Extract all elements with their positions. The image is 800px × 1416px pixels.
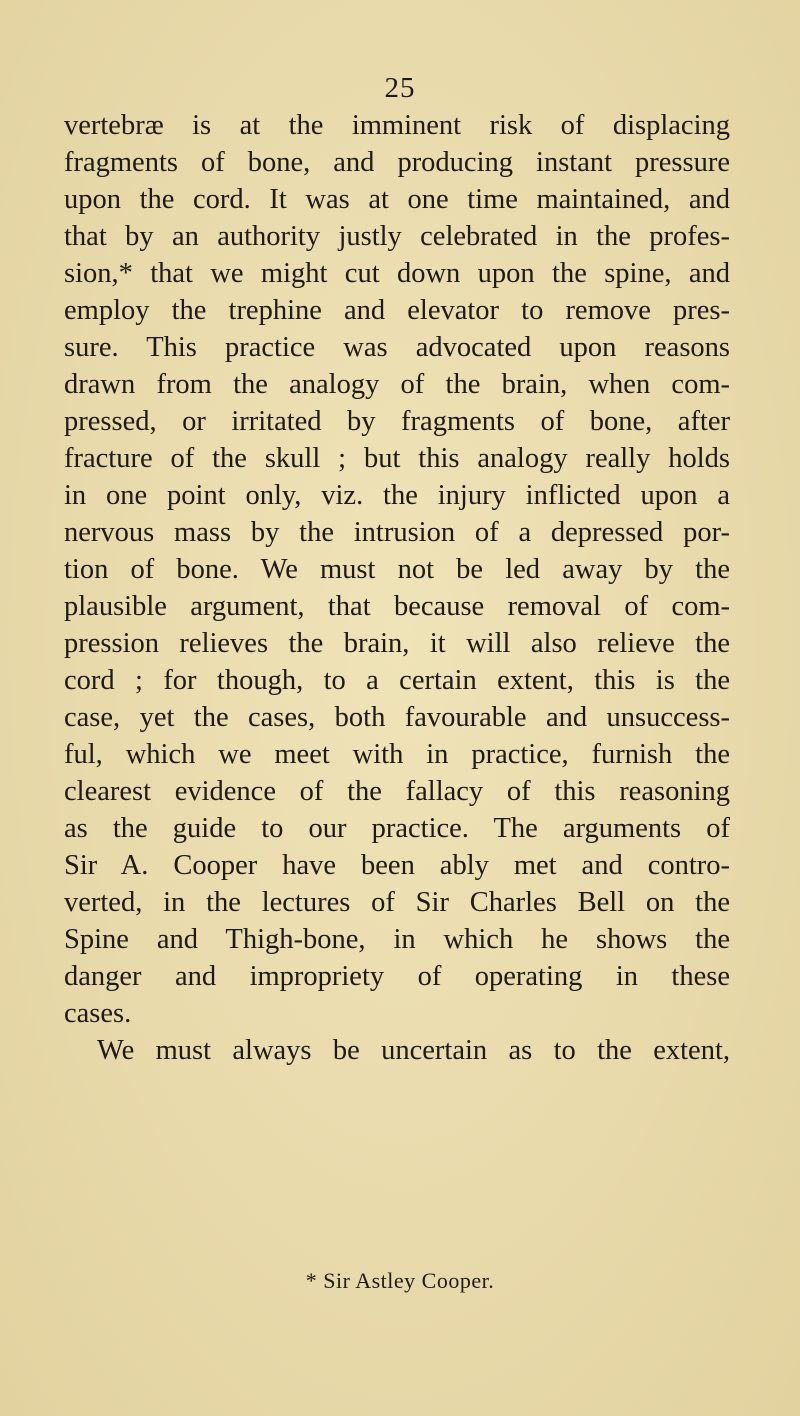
text-line: case, yet the cases, both favourable and unsuccess- xyxy=(64,702,730,733)
text-line: We must always be uncertain as to the extent, xyxy=(97,1035,730,1066)
text-line: Spine and Thigh-bone, in which he shows the xyxy=(64,924,730,955)
text-line: verted, in the lectures of Sir Charles Bell on the xyxy=(64,887,730,918)
text-line: employ the trephine and elevator to remove pres- xyxy=(64,295,730,326)
text-line: cases. xyxy=(64,998,132,1029)
text-line: nervous mass by the intrusion of a depressed por- xyxy=(64,517,730,548)
text-line: danger and impropriety of operating in these xyxy=(64,961,730,992)
text-line: pressed, or irritated by fragments of bone, after xyxy=(64,406,730,437)
text-line: clearest evidence of the fallacy of this reasoning xyxy=(64,776,730,807)
text-line: vertebræ is at the imminent risk of displacing xyxy=(64,110,730,141)
text-line: that by an authority justly celebrated in the profes- xyxy=(64,221,730,252)
text-line: sion,* that we might cut down upon the spine, and xyxy=(64,258,730,289)
footnote: * Sir Astley Cooper. xyxy=(305,1268,495,1293)
text-line: sure. This practice was advocated upon reasons xyxy=(64,332,730,363)
text-line: plausible argument, that because removal of com- xyxy=(64,591,730,622)
text-line: as the guide to our practice. The arguments of xyxy=(64,813,730,844)
text-line: upon the cord. It was at one time maintained, and xyxy=(64,184,730,215)
page-number: 25 xyxy=(384,72,416,104)
text-line: pression relieves the brain, it will also relieve the xyxy=(64,628,730,659)
text-line: drawn from the analogy of the brain, when com- xyxy=(64,369,730,400)
text-line: cord ; for though, to a certain extent, this is the xyxy=(64,665,730,696)
text-line: tion of bone. We must not be led away by the xyxy=(64,554,730,585)
text-line: fracture of the skull ; but this analogy really holds xyxy=(64,443,730,474)
text-line: Sir A. Cooper have been ably met and contro- xyxy=(64,850,730,881)
text-line: in one point only, viz. the injury inflicted upon a xyxy=(64,480,730,511)
text-line: fragments of bone, and producing instant pressure xyxy=(64,147,730,178)
text-line: ful, which we meet with in practice, furnish the xyxy=(64,739,730,770)
